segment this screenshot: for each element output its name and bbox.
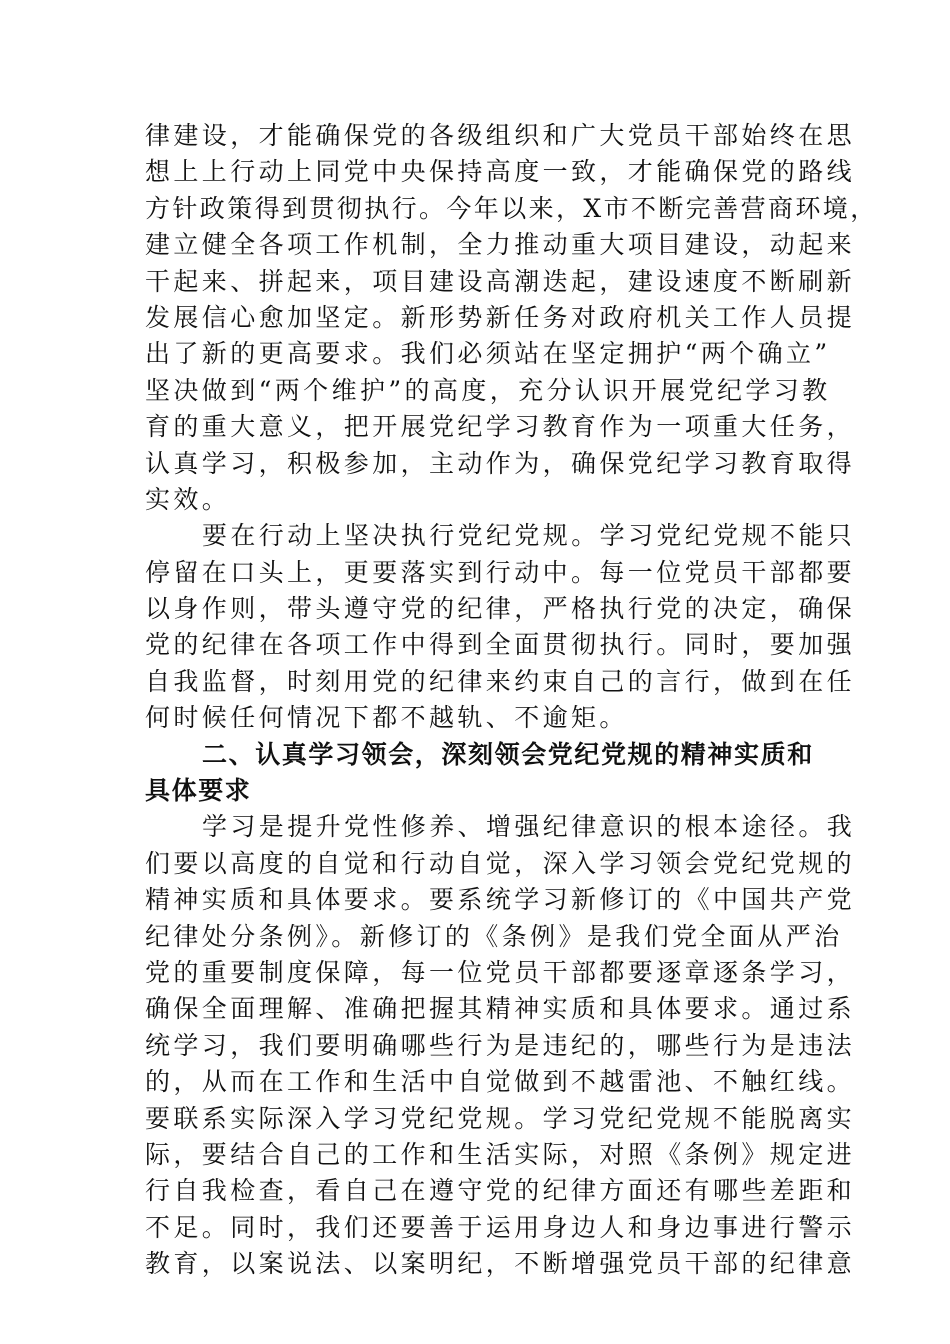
text-line: 何时候任何情况下都不越轨、不逾矩。 (145, 703, 628, 733)
text-line: 不足。同时，我们还要善于运用身边人和身边事进行警示 (145, 1212, 856, 1242)
text-line: 育的重大意义，把开展党纪学习教育作为一项重大任务， (145, 412, 856, 442)
text-line: 行自我检查，看自己在遵守党的纪律方面还有哪些差距和 (145, 1176, 856, 1206)
text-line: 际，要结合自己的工作和生活实际，对照《条例》规定进 (145, 1139, 856, 1169)
text-line: 党的纪律在各项工作中得到全面贯彻执行。同时，要加强 (145, 630, 856, 660)
heading-line: 二、认真学习领会，深刻领会党纪党规的精神实质和 (202, 739, 814, 769)
text-line: 统学习，我们要明确哪些行为是违纪的，哪些行为是违法 (145, 1030, 856, 1060)
heading-line: 具体要求 (145, 776, 252, 806)
text-line: 精神实质和具体要求。要系统学习新修订的《中国共产党 (145, 885, 856, 915)
text-line: 的，从而在工作和生活中自觉做到不越雷池、不触红线。 (145, 1067, 856, 1097)
text-line: 建立健全各项工作机制，全力推动重大项目建设，动起来 (145, 230, 856, 260)
text-line: 干起来、拼起来，项目建设高潮迭起，建设速度不断刷新 (145, 266, 856, 296)
text-line: 想上上行动上同党中央保持高度一致，才能确保党的路线 (145, 157, 856, 187)
text-line: 确保全面理解、准确把握其精神实质和具体要求。通过系 (145, 994, 856, 1024)
text-line: 坚决做到“两个维护”的高度，充分认识开展党纪学习教 (145, 375, 831, 405)
text-line: 实效。 (145, 484, 231, 514)
text-line: 发展信心愈加坚定。新形势新任务对政府机关工作人员提 (145, 302, 856, 332)
text-line: 自我监督，时刻用党的纪律来约束自己的言行，做到在任 (145, 666, 856, 696)
text-line: 停留在口头上，更要落实到行动中。每一位党员干部都要 (145, 557, 856, 587)
text-line: 要在行动上坚决执行党纪党规。学习党纪党规不能只 (202, 521, 856, 551)
text-line: 出了新的更高要求。我们必须站在坚定拥护“两个确立” (145, 339, 831, 369)
text-line: 纪律处分条例》。新修订的《条例》是我们党全面从严治 (145, 921, 843, 951)
text-line: 教育，以案说法、以案明纪，不断增强党员干部的纪律意 (145, 1249, 856, 1279)
paragraph (145, 118, 878, 518)
section-heading (145, 737, 814, 810)
text-line: 认真学习，积极参加，主动作为，确保党纪学习教育取得 (145, 448, 856, 478)
paragraph (145, 809, 856, 1282)
text-line: 要联系实际深入学习党纪党规。学习党纪党规不能脱离实 (145, 1103, 856, 1133)
text-line: 方针政策得到贯彻执行。今年以来，X市不断完善营商环境， (145, 193, 878, 223)
paragraph (145, 518, 856, 736)
text-line: 学习是提升党性修养、增强纪律意识的根本途径。我 (202, 812, 856, 842)
text-line: 们要以高度的自觉和行动自觉，深入学习领会党纪党规的 (145, 848, 856, 878)
text-line: 党的重要制度保障，每一位党员干部都要逐章逐条学习， (145, 957, 856, 987)
text-line: 以身作则，带头遵守党的纪律，严格执行党的决定，确保 (145, 594, 856, 624)
text-line: 律建设，才能确保党的各级组织和广大党员干部始终在思 (145, 121, 856, 150)
document-body (145, 118, 878, 1283)
